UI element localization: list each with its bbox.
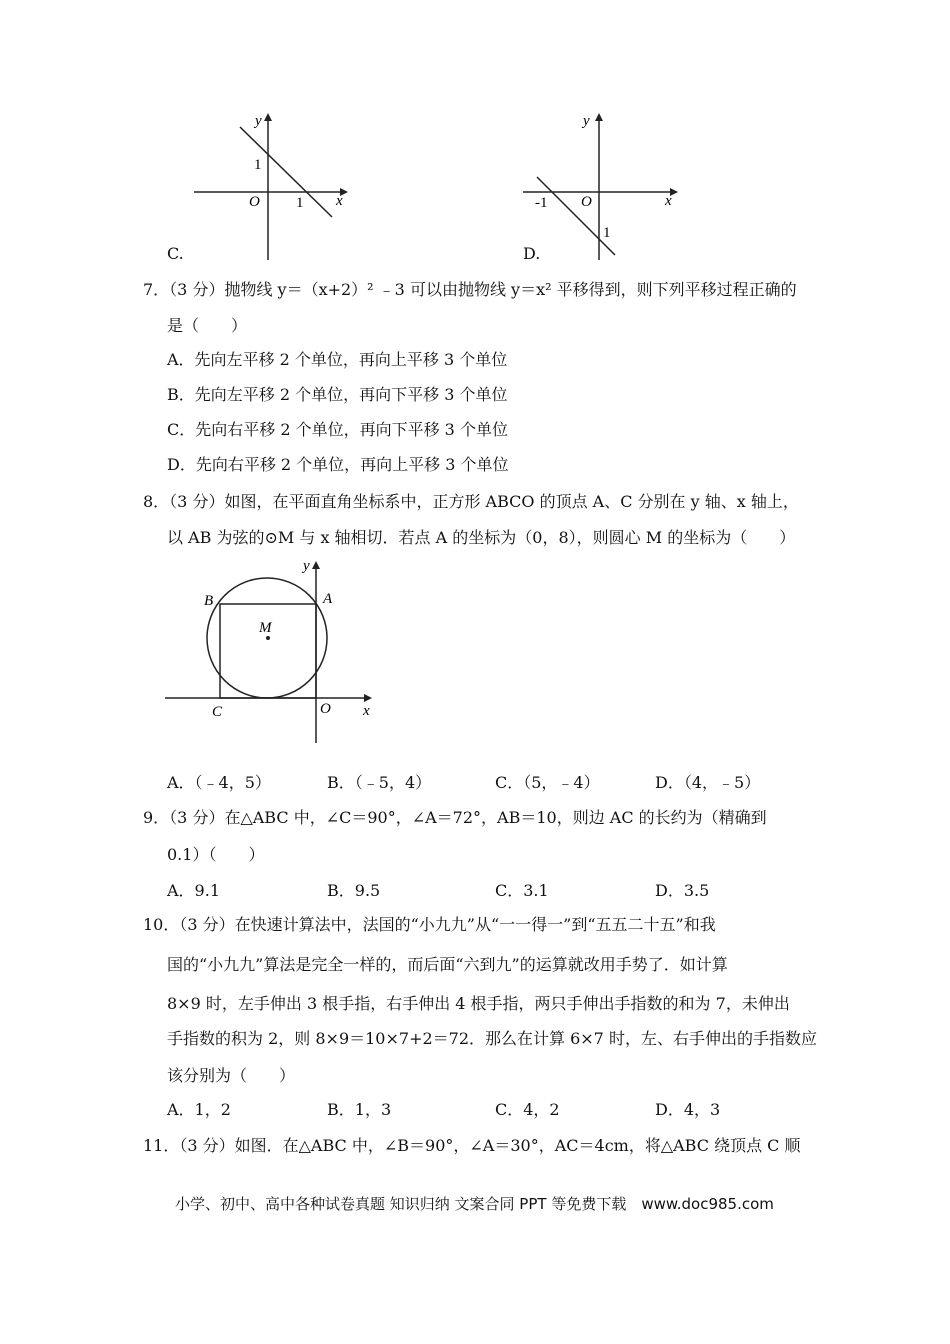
q8-option-d: D．（4，﹣5） [655, 773, 761, 792]
graph-d [515, 105, 695, 265]
center-m-label: M [259, 620, 272, 636]
x-intercept-label: 1 [296, 195, 304, 211]
q10-option-d: D．4，3 [655, 1100, 721, 1119]
q8-option-b: B．（﹣5，4） [327, 773, 432, 792]
q7-line-1: 7．（3 分）抛物线 y＝（x+2）² ﹣3 可以由抛物线 y＝x² 平移得到，则下列平移过程正确的 [143, 280, 797, 299]
x-label: x [363, 703, 370, 719]
q7-option-a: A．先向左平移 2 个单位，再向上平移 3 个单位 [167, 350, 508, 369]
q11-line-1: 11．（3 分）如图．在△ABC 中，∠B＝90°，∠A＝30°，AC＝4cm，将△ABC 绕顶点 C 顺 [143, 1136, 801, 1155]
q9-option-d: D．3.5 [655, 881, 710, 900]
y-axis-arrow [595, 113, 603, 121]
y-label: y [303, 558, 310, 574]
point-c-label: C [212, 704, 223, 720]
q9-option-a: A．9.1 [167, 881, 221, 900]
q9-line-2: 0.1）（ ） [167, 845, 265, 864]
graph-c [160, 105, 360, 265]
point-a-label: A [323, 591, 333, 607]
x-label: x [336, 193, 343, 209]
q10-line-2: 国的“小九九”算法是完全一样的，而后面“六到九”的运算就改用手势了．如计算 [167, 955, 728, 974]
page-footer: 小学、初中、高中各种试卷真题 知识归纳 文案合同 PPT 等免费下载 www.doc985.com [175, 1195, 774, 1213]
q8-figure [160, 555, 390, 750]
y-intercept-label: 1 [254, 157, 262, 173]
q8-option-a: A．（﹣4，5） [167, 773, 271, 792]
option-d-label: D. [523, 244, 541, 263]
q7-option-d: D．先向右平移 2 个单位，再向上平移 3 个单位 [167, 455, 509, 474]
y-label: y [255, 113, 262, 129]
origin-label: O [320, 701, 331, 717]
center-m-dot [266, 636, 270, 640]
q10-option-b: B．1，3 [327, 1100, 392, 1119]
q9-line-1: 9．（3 分）在△ABC 中，∠C＝90°，∠A＝72°，AB＝10，则边 AC 的长约为（精确到 [143, 808, 767, 827]
option-c-label: C. [167, 244, 184, 263]
q8-line-1: 8．（3 分）如图，在平面直角坐标系中，正方形 ABCO 的顶点 A、C 分别在 y 轴、x 轴上， [143, 492, 799, 511]
y-axis-arrow [264, 113, 272, 121]
q9-option-c: C．3.1 [495, 881, 549, 900]
q10-line-3: 8×9 时，左手伸出 3 根手指，右手伸出 4 根手指，两只手伸出手指数的和为 7，未伸出 [167, 994, 790, 1013]
q8-option-c: C．（5，﹣4） [495, 773, 600, 792]
y-label: y [583, 113, 590, 129]
x-axis-arrow [364, 694, 372, 702]
origin-label: O [249, 194, 260, 210]
y-axis-arrow [312, 561, 320, 569]
y-intercept-label: 1 [603, 225, 611, 241]
q10-line-4: 手指数的积为 2，则 8×9＝10×7+2＝72．那么在计算 6×7 时，左、右手伸出的手指数应 [167, 1029, 817, 1048]
q10-line-5: 该分别为（ ） [167, 1066, 296, 1085]
q7-option-b: B．先向左平移 2 个单位，再向下平移 3 个单位 [167, 385, 508, 404]
graph-line [537, 177, 615, 255]
square-abco [220, 604, 316, 698]
q10-option-c: C．4，2 [495, 1100, 560, 1119]
x-intercept-label: -1 [535, 195, 548, 211]
q7-line-2: 是（ ） [167, 316, 248, 335]
q7-option-c: C．先向右平移 2 个单位，再向下平移 3 个单位 [167, 420, 508, 439]
q8-line-2: 以 AB 为弦的⊙M 与 x 轴相切．若点 A 的坐标为（0，8），则圆心 M 的坐标为（ ） [167, 528, 796, 547]
q9-option-b: B．9.5 [327, 881, 381, 900]
x-label: x [665, 193, 672, 209]
q10-line-1: 10．（3 分）在快速计算法中，法国的“小九九”从“一一得一”到“五五二十五”和我 [143, 915, 716, 934]
point-b-label: B [204, 593, 214, 609]
q10-option-a: A．1，2 [167, 1100, 231, 1119]
origin-label: O [581, 194, 592, 210]
